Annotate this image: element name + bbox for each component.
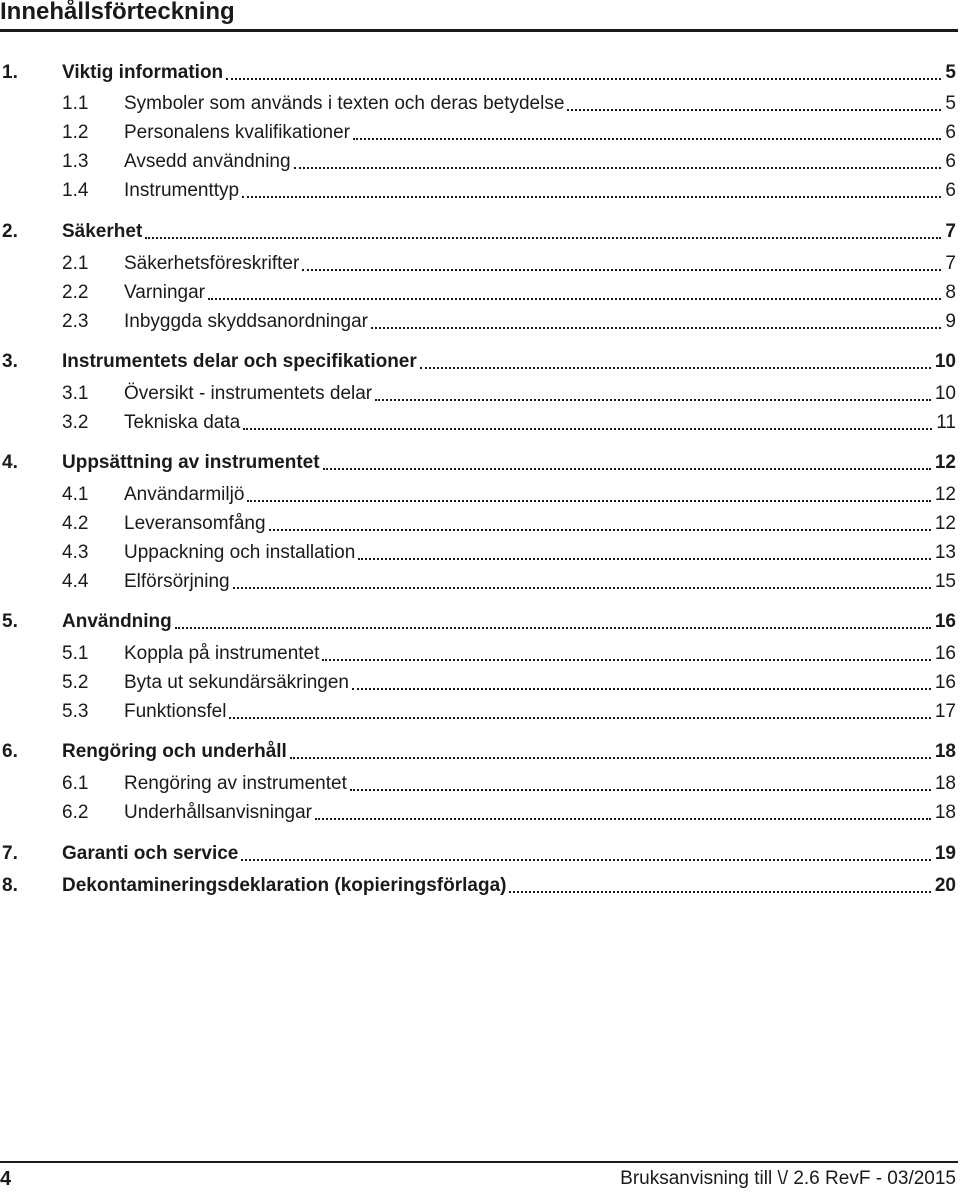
toc-entry-page: 16 [934,611,956,632]
toc-leader-dots [350,789,931,791]
toc-leader-dots [371,327,941,329]
toc-entry-page: 10 [934,383,956,404]
toc-entry-number: 5.1 [62,643,89,664]
toc-entry-label: Underhållsanvisningar [124,802,312,823]
toc-entry-page: 18 [934,773,956,794]
toc-entry-page: 6 [945,122,956,143]
toc-entry-page: 20 [934,875,956,896]
toc-chapter-entry[interactable] [0,873,956,899]
toc-section-entry[interactable] [0,251,956,277]
toc-entry-page: 6 [945,151,956,172]
toc-entry-label: Användning [62,611,172,632]
toc-entry-label: Varningar [124,282,205,303]
toc-chapter-entry[interactable] [0,841,956,867]
toc-entry-number: 5.3 [62,701,89,722]
toc-chapter-entry[interactable] [0,739,956,765]
toc-entry-label: Leveransomfång [124,513,266,534]
toc-entry-page: 11 [936,412,956,433]
toc-leader-dots [145,237,941,239]
toc-entry-number: 7. [2,843,18,864]
toc-entry-page: 8 [945,282,956,303]
toc-section-entry[interactable] [0,511,956,537]
toc-leader-dots [226,78,941,80]
toc-entry-number: 3.2 [62,412,89,433]
toc-entry-label: Tekniska data [124,412,241,433]
toc-entry-number: 1.4 [62,180,89,201]
toc-entry-label: Viktig information [62,62,224,83]
toc-entry-label: Säkerhet [62,221,143,242]
toc-section-entry[interactable] [0,540,956,566]
toc-section-entry[interactable] [0,178,956,204]
toc-section-entry[interactable] [0,309,956,335]
toc-section-entry[interactable] [0,771,956,797]
toc-section-entry[interactable] [0,569,956,595]
footer-document-title: Bruksanvisning till \/ 2.6 RevF - 03/2015 [620,1168,956,1189]
toc-leader-dots [375,399,931,401]
toc-entry-page: 15 [934,571,956,592]
toc-section-entry[interactable] [0,670,956,696]
toc-leader-dots [290,757,931,759]
toc-chapter-entry[interactable] [0,349,956,375]
toc-entry-label: Översikt - instrumentets delar [124,383,373,404]
toc-entry-label: Användarmiljö [124,484,245,505]
toc-entry-number: 4.1 [62,484,89,505]
toc-entry-label: Avsedd användning [124,151,291,172]
toc-entry-page: 19 [934,843,956,864]
toc-leader-dots [175,627,931,629]
toc-entry-number: 1. [2,62,18,83]
toc-entry-label: Instrumentets delar och specifikationer [62,351,417,372]
toc-leader-dots [247,500,930,502]
toc-entry-page: 18 [934,802,956,823]
title-divider [0,29,958,32]
toc-entry-page: 16 [934,643,956,664]
toc-entry-number: 4.3 [62,542,89,563]
toc-entry-page: 18 [934,741,956,762]
toc-leader-dots [233,587,931,589]
toc-entry-page: 12 [934,484,956,505]
toc-leader-dots [567,109,941,111]
toc-leader-dots [294,167,942,169]
toc-entry-number: 2. [2,221,18,242]
toc-entry-label: Dekontamineringsdeklaration (kopieringsförlaga) [62,875,507,896]
toc-leader-dots [208,298,941,300]
toc-section-entry[interactable] [0,410,956,436]
toc-entry-page: 5 [945,62,956,83]
toc-entry-number: 4.2 [62,513,89,534]
toc-chapter-entry[interactable] [0,609,956,635]
toc-entry-page: 7 [945,221,956,242]
toc-entry-number: 5.2 [62,672,89,693]
toc-section-entry[interactable] [0,91,956,117]
toc-entry-number: 6.1 [62,773,89,794]
toc-section-entry[interactable] [0,149,956,175]
toc-entry-page: 7 [945,253,956,274]
toc-entry-number: 4.4 [62,571,89,592]
toc-entry-number: 6.2 [62,802,89,823]
toc-leader-dots [242,196,941,198]
toc-entry-number: 4. [2,452,18,473]
toc-section-entry[interactable] [0,381,956,407]
toc-leader-dots [323,468,931,470]
toc-leader-dots [269,529,931,531]
toc-entry-number: 1.2 [62,122,89,143]
toc-chapter-entry[interactable] [0,60,956,86]
toc-entry-label: Byta ut sekundärsäkringen [124,672,349,693]
toc-leader-dots [420,367,931,369]
toc-section-entry[interactable] [0,641,956,667]
toc-entry-label: Uppsättning av instrumentet [62,452,320,473]
toc-leader-dots [358,558,931,560]
toc-entry-label: Uppackning och installation [124,542,356,563]
toc-entry-label: Rengöring och underhåll [62,741,287,762]
toc-section-entry[interactable] [0,800,956,826]
toc-leader-dots [322,659,930,661]
toc-section-entry[interactable] [0,699,956,725]
toc-entry-number: 1.3 [62,151,89,172]
toc-leader-dots [302,269,941,271]
toc-entry-label: Inbyggda skyddsanordningar [124,311,369,332]
toc-entry-label: Symboler som används i texten och deras betydelse [124,93,565,114]
toc-entry-page: 12 [934,513,956,534]
toc-leader-dots [243,428,932,430]
toc-entry-number: 2.3 [62,311,89,332]
toc-section-entry[interactable] [0,280,956,306]
toc-entry-number: 6. [2,741,18,762]
toc-entry-page: 6 [945,180,956,201]
toc-entry-number: 2.1 [62,253,89,274]
footer-divider [0,1161,958,1163]
toc-entry-label: Elförsörjning [124,571,230,592]
toc-leader-dots [229,717,930,719]
toc-leader-dots [353,138,941,140]
toc-section-entry[interactable] [0,482,956,508]
toc-entry-label: Instrumenttyp [124,180,240,201]
toc-entry-page: 10 [934,351,956,372]
toc-leader-dots [509,891,930,893]
toc-chapter-entry[interactable] [0,219,956,245]
toc-entry-page: 12 [934,452,956,473]
toc-entry-page: 16 [934,672,956,693]
toc-entry-number: 5. [2,611,18,632]
toc-entry-page: 13 [934,542,956,563]
toc-leader-dots [352,688,931,690]
toc-entry-number: 8. [2,875,18,896]
toc-entry-label: Funktionsfel [124,701,227,722]
toc-entry-page: 9 [945,311,956,332]
toc-leader-dots [315,818,931,820]
toc-entry-label: Säkerhetsföreskrifter [124,253,300,274]
toc-section-entry[interactable] [0,120,956,146]
toc-entry-number: 3.1 [62,383,89,404]
page-title: Innehållsförteckning [0,0,235,25]
toc-entry-number: 3. [2,351,18,372]
toc-chapter-entry[interactable] [0,450,956,476]
toc-entry-number: 2.2 [62,282,89,303]
footer-page-number: 4 [0,1168,12,1190]
toc-entry-page: 5 [945,93,956,114]
toc-entry-number: 1.1 [62,93,89,114]
toc-entry-page: 17 [934,701,956,722]
toc-entry-label: Rengöring av instrumentet [124,773,347,794]
toc-entry-label: Koppla på instrumentet [124,643,320,664]
toc-leader-dots [241,859,930,861]
toc-entry-label: Garanti och service [62,843,239,864]
toc-entry-label: Personalens kvalifikationer [124,122,351,143]
